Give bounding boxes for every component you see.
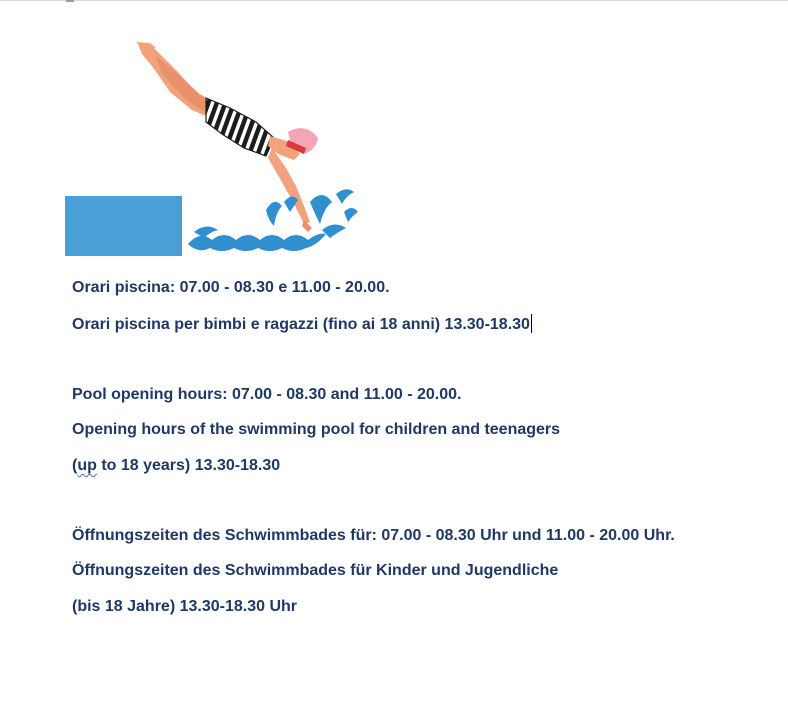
english-age-rest: to 18 years) 13.30-18.30 <box>96 457 281 474</box>
corner-mark <box>66 0 74 2</box>
italian-kids-hours-text: Orari piscina per bimbi e ragazzi (fino ai 18 anni) 13.30-18.30 <box>72 316 530 333</box>
italian-kids-hours-line <box>72 314 532 335</box>
german-kids-age-line: (bis 18 Jahre) 13.30-18.30 Uhr <box>72 598 298 615</box>
text-caret <box>531 314 532 333</box>
german-kids-hours-line: Öffnungszeiten des Schwimmbades für Kinder und Jugendliche <box>72 562 559 579</box>
italian-hours-line: Orari piscina: 07.00 - 08.30 e 11.00 - 20.00. <box>72 279 390 296</box>
page-top-border <box>0 0 788 1</box>
water-splash <box>188 189 358 251</box>
diving-swimmer-icon <box>60 36 370 261</box>
pool-block <box>65 196 182 256</box>
german-hours-line: Öffnungszeiten des Schwimmbades für: 07.00 - 08.30 Uhr und 11.00 - 20.00 Uhr. <box>72 527 675 544</box>
english-kids-hours-line: Opening hours of the swimming pool for children and teenagers <box>72 421 561 438</box>
english-kids-age-line <box>72 456 280 476</box>
english-hours-line: Pool opening hours: 07.00 - 08.30 and 11.00 - 20.00. <box>72 386 462 403</box>
spellcheck-flagged-word[interactable]: up <box>77 457 97 474</box>
english-age-open-paren: ( <box>72 457 78 474</box>
